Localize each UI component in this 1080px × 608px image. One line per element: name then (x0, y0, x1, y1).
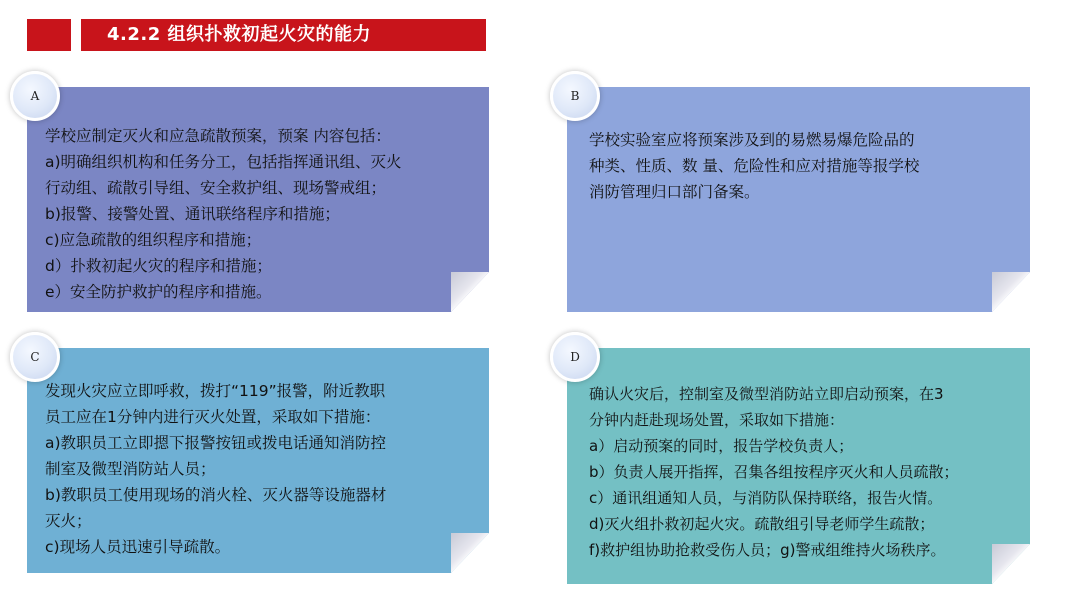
card-a (27, 87, 489, 312)
text-line: 行动组、疏散引导组、安全救护组、现场警戒组； (45, 179, 387, 197)
text-line: 制室及微型消防站人员； (45, 460, 216, 478)
text-line: 学校实验室应将预案涉及到的易燃易爆危险品的 (589, 131, 915, 149)
text-line: c）通讯组通知人员，与消防队保持联络，报告火情。 (589, 489, 943, 507)
header-accent-block (27, 19, 71, 51)
text-line: b）负责人展开指挥，召集各组按程序灭火和人员疏散； (589, 463, 959, 481)
text-line: 员工应在1分钟内进行灭火处置，采取如下措施： (45, 408, 381, 426)
text-line: 学校应制定灭火和应急疏散预案，预案 内容包括： (45, 127, 391, 145)
badge-c: C (10, 332, 60, 382)
badge-d: D (550, 332, 600, 382)
text-line: 发现火灾应立即呼救，拨打“119”报警，附近教职 (45, 382, 386, 400)
text-line: c)应急疏散的组织程序和措施； (45, 231, 262, 249)
card-c-text (45, 378, 459, 560)
text-line: a)明确组织机构和任务分工，包括指挥通讯组、灭火 (45, 153, 402, 171)
text-line: d)灭火组扑救初起火灾。疏散组引导老师学生疏散； (589, 515, 935, 533)
badge-b: B (550, 71, 600, 121)
text-line: b)教职员工使用现场的消火栓、灭火器等设施器材 (45, 486, 387, 504)
card-b (567, 87, 1030, 312)
text-line: 确认火灾后，控制室及微型消防站立即启动预案，在3 (589, 385, 944, 403)
text-line: 消防管理归口部门备案。 (589, 183, 760, 201)
text-line: e）安全防护救护的程序和措施。 (45, 283, 272, 301)
card-c (27, 348, 489, 573)
card-d-text (589, 381, 1000, 563)
text-line: 分钟内赶赴现场处置，采取如下措施： (589, 411, 845, 429)
text-line: 种类、性质、数 量、危险性和应对措施等报学校 (589, 157, 920, 175)
section-title: 4.2.2 组织扑救初起火灾的能力 (107, 24, 372, 45)
page-curl-icon (992, 272, 1030, 312)
text-line: c)现场人员迅速引导疏散。 (45, 538, 231, 556)
text-line: d）扑救初起火灾的程序和措施； (45, 257, 272, 275)
card-b-text (589, 127, 1000, 205)
text-line: a)教职员工立即摁下报警按钮或拨电话通知消防控 (45, 434, 387, 452)
text-line: a）启动预案的同时，报告学校负责人； (589, 437, 854, 455)
text-line: 灭火； (45, 512, 92, 530)
text-line: f)救护组协助抢救受伤人员；g)警戒组维持火场秩序。 (589, 541, 946, 559)
badge-a: A (10, 71, 60, 121)
card-d (567, 348, 1030, 584)
card-a-text (45, 123, 459, 305)
text-line: b)报警、接警处置、通讯联络程序和措施； (45, 205, 340, 223)
section-header-bar (81, 19, 486, 51)
